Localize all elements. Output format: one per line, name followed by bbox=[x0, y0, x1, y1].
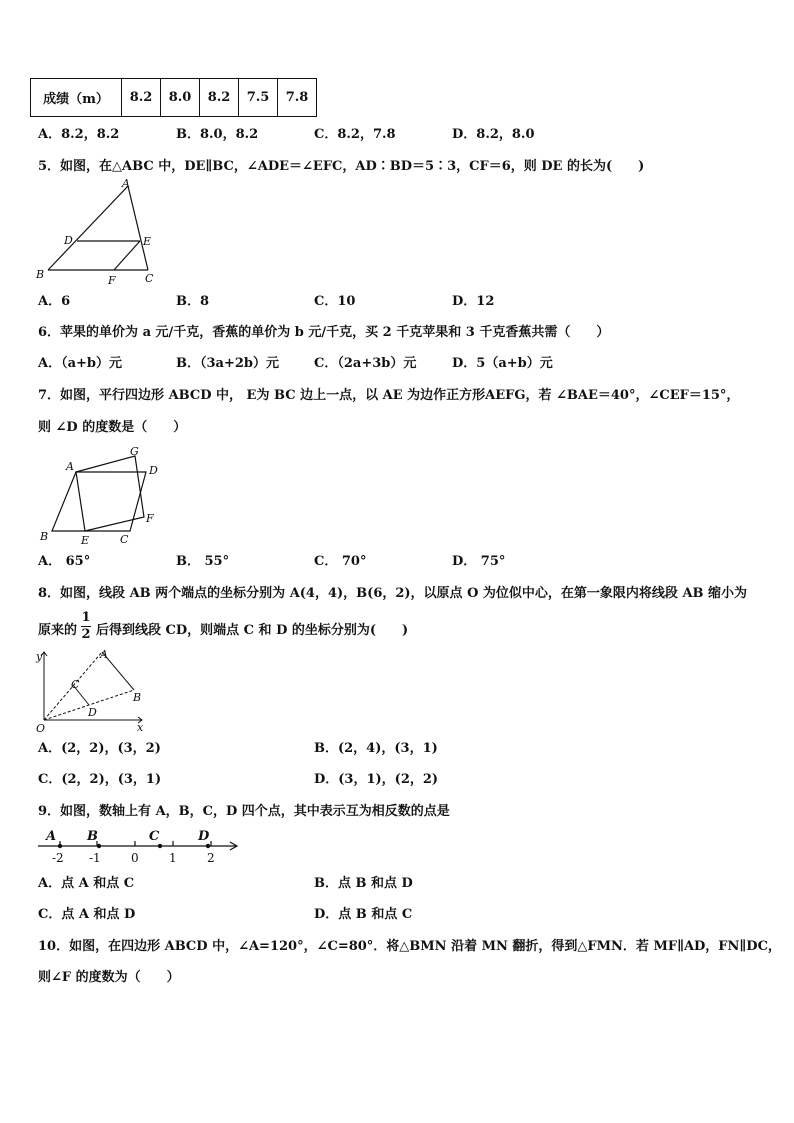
q6-option-a[interactable]: A．（a+b）元 bbox=[38, 356, 122, 371]
q10-stem-line2: 则∠F 的度数为（ ） bbox=[38, 970, 180, 985]
q7-stem-line2: 则 ∠D 的度数是（ ） bbox=[38, 420, 187, 435]
q5-label-b: B bbox=[36, 268, 45, 281]
q7-option-c[interactable]: C． 70° bbox=[314, 554, 367, 569]
table-cell: 8.2 bbox=[122, 79, 161, 117]
q7-label-d: D bbox=[149, 464, 158, 477]
q7-label-e: E bbox=[81, 534, 90, 547]
q8-label-a: A bbox=[100, 648, 108, 661]
q5-triangle-figure bbox=[36, 178, 166, 288]
q9-point-c: C bbox=[149, 829, 160, 844]
q6-stem: 6．苹果的单价为 a 元/千克，香蕉的单价为 b 元/千克，买 2 千克苹果和 3 千克香蕉共需（ ） bbox=[38, 325, 610, 340]
q9-point-b: B bbox=[87, 829, 98, 844]
q8-option-c[interactable]: C．(2，2)，(3，1) bbox=[38, 772, 162, 787]
q7-stem-line1: 7．如图，平行四边形 ABCD 中， E为 BC 边上一点，以 AE 为边作正方形AEFG，若 ∠BAE＝40°，∠CEF＝15°， bbox=[38, 388, 740, 403]
q8-coordinate-figure bbox=[36, 648, 151, 736]
q9-point-a: A bbox=[46, 829, 57, 844]
q9-tick-label: 0 bbox=[131, 851, 139, 865]
q7-parallelogram-figure bbox=[36, 444, 166, 547]
q6-option-b[interactable]: B．（3a+2b）元 bbox=[176, 356, 279, 371]
q9-tick-label: 1 bbox=[169, 851, 177, 865]
table-cell: 8.2 bbox=[200, 79, 239, 117]
q5-option-b[interactable]: B．8 bbox=[176, 294, 210, 309]
q5-option-d[interactable]: D．12 bbox=[452, 294, 495, 309]
table-cell: 7.5 bbox=[239, 79, 278, 117]
q8-label-o: O bbox=[36, 722, 46, 735]
q8-stem-line2-post: 后得到线段 CD，则端点 C 和 D 的坐标分别为( ) bbox=[96, 623, 409, 638]
q8-label-c: C bbox=[71, 678, 80, 691]
q7-option-b[interactable]: B． 55° bbox=[176, 554, 230, 569]
q6-option-d[interactable]: D．5（a+b）元 bbox=[452, 356, 553, 371]
q6-option-c[interactable]: C．（2a+3b）元 bbox=[314, 356, 417, 371]
q8-stem-line1: 8．如图，线段 AB 两个端点的坐标分别为 A(4，4)，B(6，2)，以原点 O 为位似中心，在第一象限内将线段 AB 缩小为 bbox=[38, 586, 748, 601]
q9-tick-label: 2 bbox=[207, 851, 215, 865]
q9-number-line-figure bbox=[36, 826, 246, 868]
q9-tick-label: -1 bbox=[89, 851, 101, 865]
q5-option-a[interactable]: A．6 bbox=[38, 294, 71, 309]
table-cell: 8.0 bbox=[161, 79, 200, 117]
q4-option-b[interactable]: B．8.0，8.2 bbox=[176, 127, 259, 142]
q8-fraction-numerator: 1 bbox=[81, 610, 91, 625]
q7-option-d[interactable]: D． 75° bbox=[452, 554, 506, 569]
q10-stem-line1: 10．如图，在四边形 ABCD 中，∠A=120°，∠C=80°．将△BMN 沿着 MN 翻折，得到△FMN．若 MF∥AD，FN∥DC， bbox=[38, 939, 781, 954]
q8-option-b[interactable]: B．(2，4)，(3，1) bbox=[314, 741, 438, 756]
q8-label-y: y bbox=[36, 650, 43, 663]
q4-option-a[interactable]: A．8.2，8.2 bbox=[38, 127, 120, 142]
q9-tick-label: -2 bbox=[52, 851, 64, 865]
q5-label-c: C bbox=[145, 272, 154, 285]
q5-label-e: E bbox=[143, 235, 152, 248]
q8-stem-line2-pre: 原来的 bbox=[38, 623, 78, 638]
q4-option-c[interactable]: C．8.2，7.8 bbox=[314, 127, 396, 142]
q7-label-g: G bbox=[130, 445, 139, 458]
q8-option-d[interactable]: D．(3，1)，(2，2) bbox=[314, 772, 439, 787]
q5-label-f: F bbox=[108, 274, 116, 287]
table-header-cell: 成绩（m） bbox=[31, 79, 122, 117]
q9-option-a[interactable]: A．点 A 和点 C bbox=[38, 876, 135, 891]
q7-option-a[interactable]: A． 65° bbox=[38, 554, 91, 569]
q5-label-a: A bbox=[122, 177, 130, 190]
q8-option-a[interactable]: A．(2，2)，(3，2) bbox=[38, 741, 161, 756]
q4-option-d[interactable]: D．8.2，8.0 bbox=[452, 127, 535, 142]
q8-label-x: x bbox=[137, 721, 144, 734]
q9-option-b[interactable]: B．点 B 和点 D bbox=[314, 876, 413, 891]
q8-label-d: D bbox=[88, 706, 97, 719]
q7-label-a: A bbox=[66, 460, 74, 473]
table-cell: 7.8 bbox=[278, 79, 317, 117]
q9-stem: 9．如图，数轴上有 A，B，C，D 四个点，其中表示互为相反数的点是 bbox=[38, 804, 450, 819]
q8-label-b: B bbox=[133, 691, 142, 704]
q5-option-c[interactable]: C．10 bbox=[314, 294, 356, 309]
q7-label-c: C bbox=[120, 533, 129, 546]
q5-stem: 5．如图，在△ABC 中，DE∥BC，∠ADE＝∠EFC，AD∶BD＝5∶3，CF＝6，则 DE 的长为( ) bbox=[38, 159, 645, 174]
q8-fraction bbox=[81, 611, 91, 641]
q9-option-d[interactable]: D．点 B 和点 C bbox=[314, 907, 413, 922]
q5-label-d: D bbox=[64, 234, 73, 247]
q9-option-c[interactable]: C．点 A 和点 D bbox=[38, 907, 136, 922]
table-row bbox=[31, 79, 317, 117]
score-table bbox=[30, 78, 317, 117]
q7-label-f: F bbox=[146, 512, 154, 525]
q7-label-b: B bbox=[40, 530, 49, 543]
q8-fraction-denominator: 2 bbox=[81, 627, 91, 642]
q9-point-d: D bbox=[198, 829, 210, 844]
